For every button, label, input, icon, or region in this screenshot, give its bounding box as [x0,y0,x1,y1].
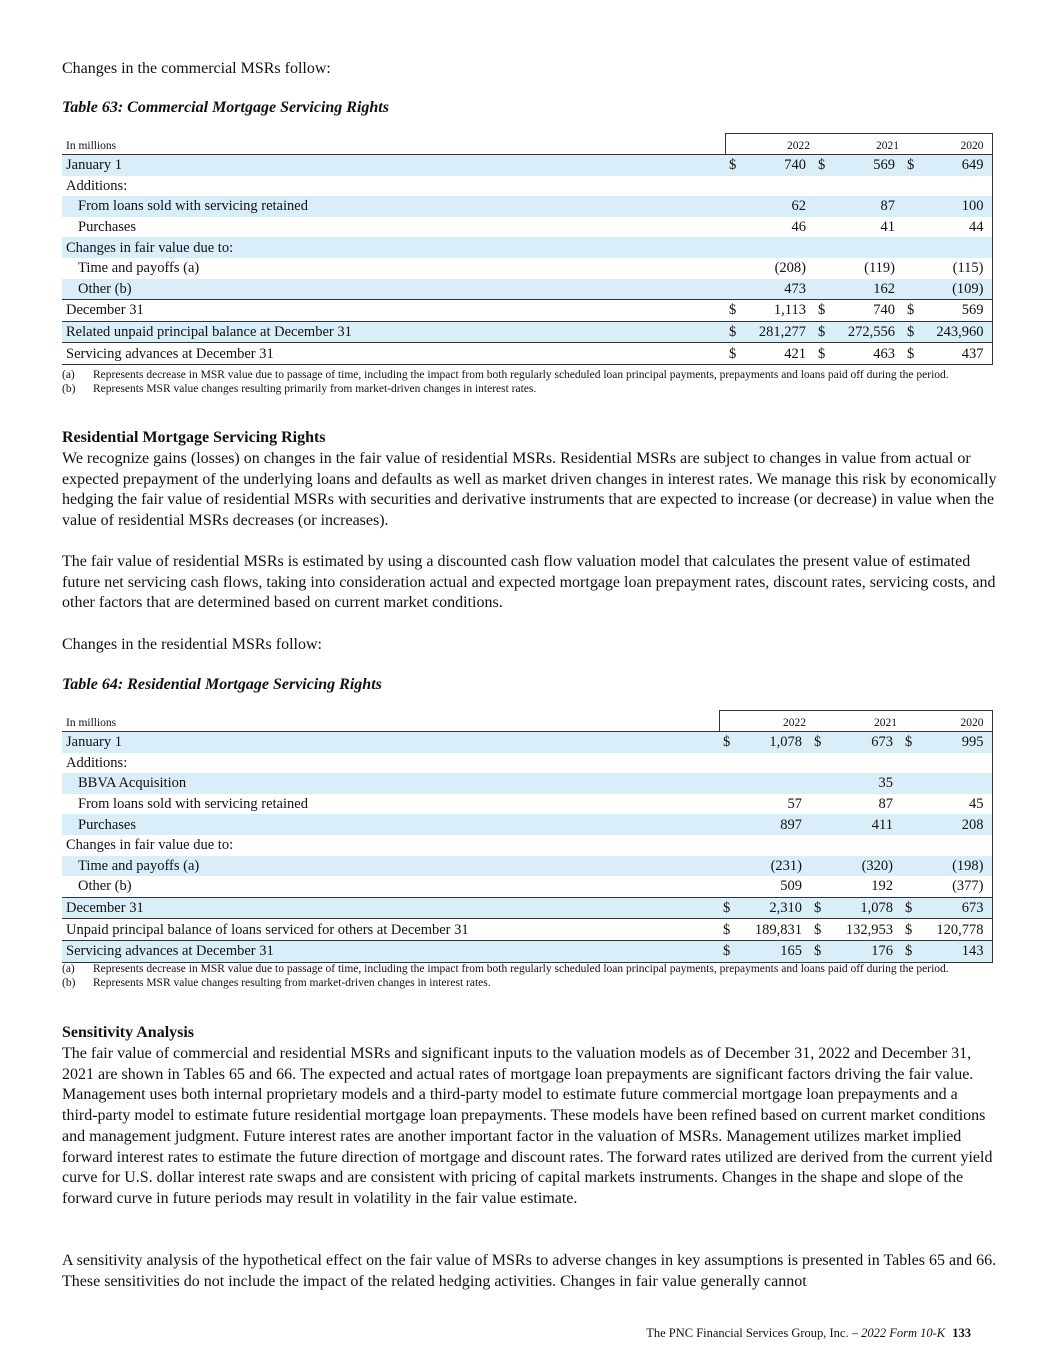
row-label: December 31 [62,897,719,919]
currency-symbol: $ [725,343,739,365]
currency-symbol [725,258,739,279]
table-row [62,279,992,300]
table-63 [62,133,993,365]
table-row [62,940,992,962]
currency-symbol: $ [725,155,739,176]
footnote [62,382,992,396]
currency-symbol: $ [901,897,915,919]
cell-value: 143 [915,940,992,962]
cell-value [917,237,992,258]
currency-symbol [719,794,733,815]
row-label: Changes in fair value due to: [66,837,234,854]
footnote-key: (a) [62,369,75,381]
currency-symbol [814,196,828,217]
currency-symbol: $ [810,732,824,753]
currency-symbol: $ [901,940,915,962]
currency-symbol [725,176,739,197]
cell-value: 46 [791,219,806,236]
cell-value: 740 [828,300,903,322]
currency-symbol [719,814,733,835]
row-label: From loans sold with servicing retained [62,196,725,217]
cell-value: (109) [917,279,992,300]
cell-value: 473 [739,279,814,300]
cell-value: (198) [915,856,992,877]
table-header-row [62,711,992,732]
cell-value: 1,078 [824,897,901,919]
currency-symbol [901,856,915,877]
cell-value: 41 [880,219,895,236]
table-row [62,258,992,279]
currency-symbol: $ [719,897,733,919]
cell-value: 463 [828,343,903,365]
currency-symbol: $ [903,321,917,343]
currency-symbol [719,753,733,774]
currency-symbol [814,258,828,279]
cell-value: 189,831 [733,919,810,941]
currency-symbol: $ [903,155,917,176]
footnote [62,368,992,382]
cell-value: (377) [915,876,992,897]
row-label: Additions: [66,754,128,771]
currency-symbol: $ [903,343,917,365]
cell-value: 437 [917,343,992,365]
currency-symbol: $ [719,919,733,941]
cell-value [739,176,814,197]
table-63-notes [62,368,992,396]
table-row [62,196,992,217]
row-label: Related unpaid principal balance at December 31 [62,321,725,343]
row-label: Purchases [62,814,719,835]
table-header-row [62,134,992,155]
currency-symbol [719,773,733,794]
row-label: Time and payoffs (a) [78,260,200,277]
table-row [62,773,992,794]
row-label: From loans sold with servicing retained [78,796,308,813]
footnote [62,962,992,976]
cell-value: 740 [739,155,814,176]
currency-symbol [901,753,915,774]
sensitivity-paragraph-2: A sensitivity analysis of the hypothetical effect on the fair value of MSRs to adverse changes in key assumptions is presented in Tables 65 and 66. These sensitivities do not include the impact of the related hedging activities. Changes in fair value generally cannot [62,1252,997,1290]
footnote-text: Represents MSR value changes resulting primarily from market-driven changes in interest rates. [93,383,537,395]
currency-symbol: $ [903,300,917,322]
row-label: December 31 [62,300,725,322]
table-row [62,300,992,322]
row-label: Changes in fair value due to: [62,237,725,258]
table-63-caption: Table 63: Commercial Mortgage Servicing Rights [62,99,389,116]
row-label: Other (b) [78,878,132,895]
currency-symbol: $ [814,300,828,322]
currency-symbol [810,773,824,794]
table-row [62,343,992,365]
cell-value: 569 [917,300,992,322]
cell-value: 243,960 [917,321,992,343]
currency-symbol: $ [810,919,824,941]
row-label: Other (b) [62,279,725,300]
currency-symbol: $ [725,300,739,322]
footnote-key: (b) [62,383,76,395]
currency-symbol [903,258,917,279]
cell-value [917,176,992,197]
cell-value: (115) [917,258,992,279]
row-label: Servicing advances at December 31 [62,940,719,962]
table-64 [62,710,993,963]
currency-symbol [810,856,824,877]
footer-company: The PNC Financial Services Group, Inc. – [646,1326,858,1340]
currency-symbol: $ [810,897,824,919]
footnote-key: (a) [62,963,75,975]
cell-value: 421 [739,343,814,365]
currency-symbol [903,176,917,197]
currency-symbol [725,279,739,300]
residential-paragraph-1: We recognize gains (losses) on changes in the fair value of residential MSRs. Residential MSRs are subject to changes in value from actual or expected prepayment of the underlying loans and defaults as well as market driven changes in interest rates. We manage this risk by economically hedging the fair value of residential MSRs with securities and derivative instruments that are expected to increase (or decrease) in value when the value of residential MSRs decreases (or increases). [62,450,997,530]
cell-value: (119) [864,260,895,277]
table-row [62,155,992,176]
table-row [62,794,992,815]
currency-symbol [810,814,824,835]
cell-value: 897 [733,814,810,835]
footer-form: 2022 Form 10-K [861,1326,946,1340]
table-row [62,176,992,197]
table-64-notes [62,962,992,990]
currency-symbol [719,835,733,856]
currency-symbol [903,196,917,217]
year-header: 2021 [814,134,903,155]
cell-value: 87 [828,196,903,217]
year-header: 2021 [810,711,901,732]
table-row [62,897,992,919]
currency-symbol [901,814,915,835]
page-footer [646,1326,971,1341]
table-row [62,753,992,774]
currency-symbol [719,856,733,877]
cell-value: 208 [915,814,992,835]
row-label: Additions: [66,177,128,194]
cell-value: 192 [871,878,893,895]
cell-value: 162 [828,279,903,300]
cell-value: 411 [824,814,901,835]
currency-symbol [903,237,917,258]
cell-value: 281,277 [739,321,814,343]
cell-value: 176 [824,940,901,962]
table-row [62,876,992,897]
currency-symbol: $ [814,321,828,343]
cell-value [824,835,901,856]
row-label: Unpaid principal balance of loans serviced for others at December 31 [62,919,719,941]
currency-symbol: $ [901,732,915,753]
table-row [62,919,992,941]
cell-value: (320) [824,856,901,877]
table-row [62,321,992,343]
footnote [62,976,992,990]
residential-paragraph-2: The fair value of residential MSRs is estimated by using a discounted cash flow valuation model that calculates the present value of estimated future net servicing cash flows, taking into consideration actual and expected mortgage loan prepayment rates, discount rates, servicing costs, and other factors that are determined based on current market conditions. [62,553,996,612]
currency-symbol [901,876,915,897]
cell-value: 100 [917,196,992,217]
currency-symbol [814,237,828,258]
footnote-key: (b) [62,977,76,989]
cell-value: 1,113 [739,300,814,322]
table-row [62,217,992,238]
footnote-text: Represents decrease in MSR value due to passage of time, including the impact from both regularly scheduled loan principal payments, prepayments and loans paid off during the period. [93,963,949,975]
cell-value: 673 [915,897,992,919]
footnote-text: Represents MSR value changes resulting from market-driven changes in interest rates. [93,977,491,989]
table-row [62,835,992,856]
currency-symbol: $ [814,155,828,176]
table-row [62,732,992,753]
currency-symbol [901,835,915,856]
currency-symbol: $ [814,343,828,365]
cell-value: 995 [915,732,992,753]
currency-symbol [810,835,824,856]
currency-symbol [903,279,917,300]
cell-value: 649 [917,155,992,176]
cell-value: 62 [739,196,814,217]
currency-symbol [725,196,739,217]
row-label: January 1 [62,155,725,176]
currency-symbol: $ [810,940,824,962]
currency-symbol: $ [901,919,915,941]
currency-symbol [814,279,828,300]
currency-symbol [810,876,824,897]
cell-value: 132,953 [824,919,901,941]
currency-symbol: $ [719,940,733,962]
currency-symbol [810,753,824,774]
cell-value: 2,310 [733,897,810,919]
unit-label: In millions [62,711,719,732]
table-row [62,814,992,835]
currency-symbol [901,794,915,815]
currency-symbol [725,217,739,238]
cell-value [733,753,810,774]
currency-symbol [810,794,824,815]
currency-symbol [901,773,915,794]
intro-commercial: Changes in the commercial MSRs follow: [62,60,331,77]
sensitivity-paragraph-1: The fair value of commercial and residential MSRs and significant inputs to the valuation models as of December 31, 2022 and December 31, 2021 are shown in Tables 65 and 66. The expected and actual rates of mortgage loan prepayments are significant factors driving the fair value. Management uses both internal proprietary models and a third-party model to estimate future commercial mortgage loan prepayments and a third-party model to estimate future residential mortgage loan prepayments. These models have been refined based on current market conditions and management judgment. Future interest rates are another important factor in the valuation of MSRs. Management utilizes market implied forward interest rates to estimate the future direction of mortgage and discount rates. The forward rates utilized are derived from the current yield curve for U.S. dollar interest rate swaps and are consistent with pricing of capital markets instruments. Changes in the shape and slope of the forward curve in future periods may result in volatility in the fair value estimate. [62,1045,993,1207]
cell-value [915,773,992,794]
sensitivity-heading: Sensitivity Analysis [62,1024,195,1041]
cell-value [733,835,810,856]
currency-symbol: $ [725,321,739,343]
year-header: 2020 [903,134,992,155]
row-label: Purchases [78,219,136,236]
currency-symbol [725,237,739,258]
cell-value: 509 [780,878,802,895]
cell-value [824,753,901,774]
cell-value: 57 [787,796,802,813]
currency-symbol [814,176,828,197]
cell-value: 673 [824,732,901,753]
cell-value: 87 [878,796,893,813]
row-label: Time and payoffs (a) [62,856,719,877]
cell-value [915,835,992,856]
table-64-caption: Table 64: Residential Mortgage Servicing Rights [62,676,382,693]
cell-value: 44 [917,217,992,238]
unit-label: In millions [62,134,725,155]
year-header: 2020 [901,711,992,732]
currency-symbol [719,876,733,897]
cell-value: 120,778 [915,919,992,941]
row-label: Servicing advances at December 31 [62,343,725,365]
row-label: BBVA Acquisition [62,773,719,794]
cell-value [828,237,903,258]
year-header: 2022 [725,134,814,155]
currency-symbol: $ [719,732,733,753]
cell-value [733,773,810,794]
intro-residential: Changes in the residential MSRs follow: [62,636,322,653]
cell-value [828,176,903,197]
table-row [62,856,992,877]
cell-value [739,237,814,258]
cell-value: 569 [828,155,903,176]
cell-value: (231) [733,856,810,877]
cell-value: 272,556 [828,321,903,343]
table-row [62,237,992,258]
cell-value: 1,078 [733,732,810,753]
page-number: 133 [952,1326,971,1340]
cell-value: (208) [774,260,806,277]
cell-value: 165 [733,940,810,962]
cell-value: 35 [824,773,901,794]
residential-heading: Residential Mortgage Servicing Rights [62,429,326,446]
cell-value [915,753,992,774]
footnote-text: Represents decrease in MSR value due to passage of time, including the impact from both regularly scheduled loan principal payments, prepayments and loans paid off during the period. [93,369,949,381]
row-label: January 1 [62,732,719,753]
cell-value: 45 [915,794,992,815]
year-header: 2022 [719,711,810,732]
currency-symbol [903,217,917,238]
currency-symbol [814,217,828,238]
